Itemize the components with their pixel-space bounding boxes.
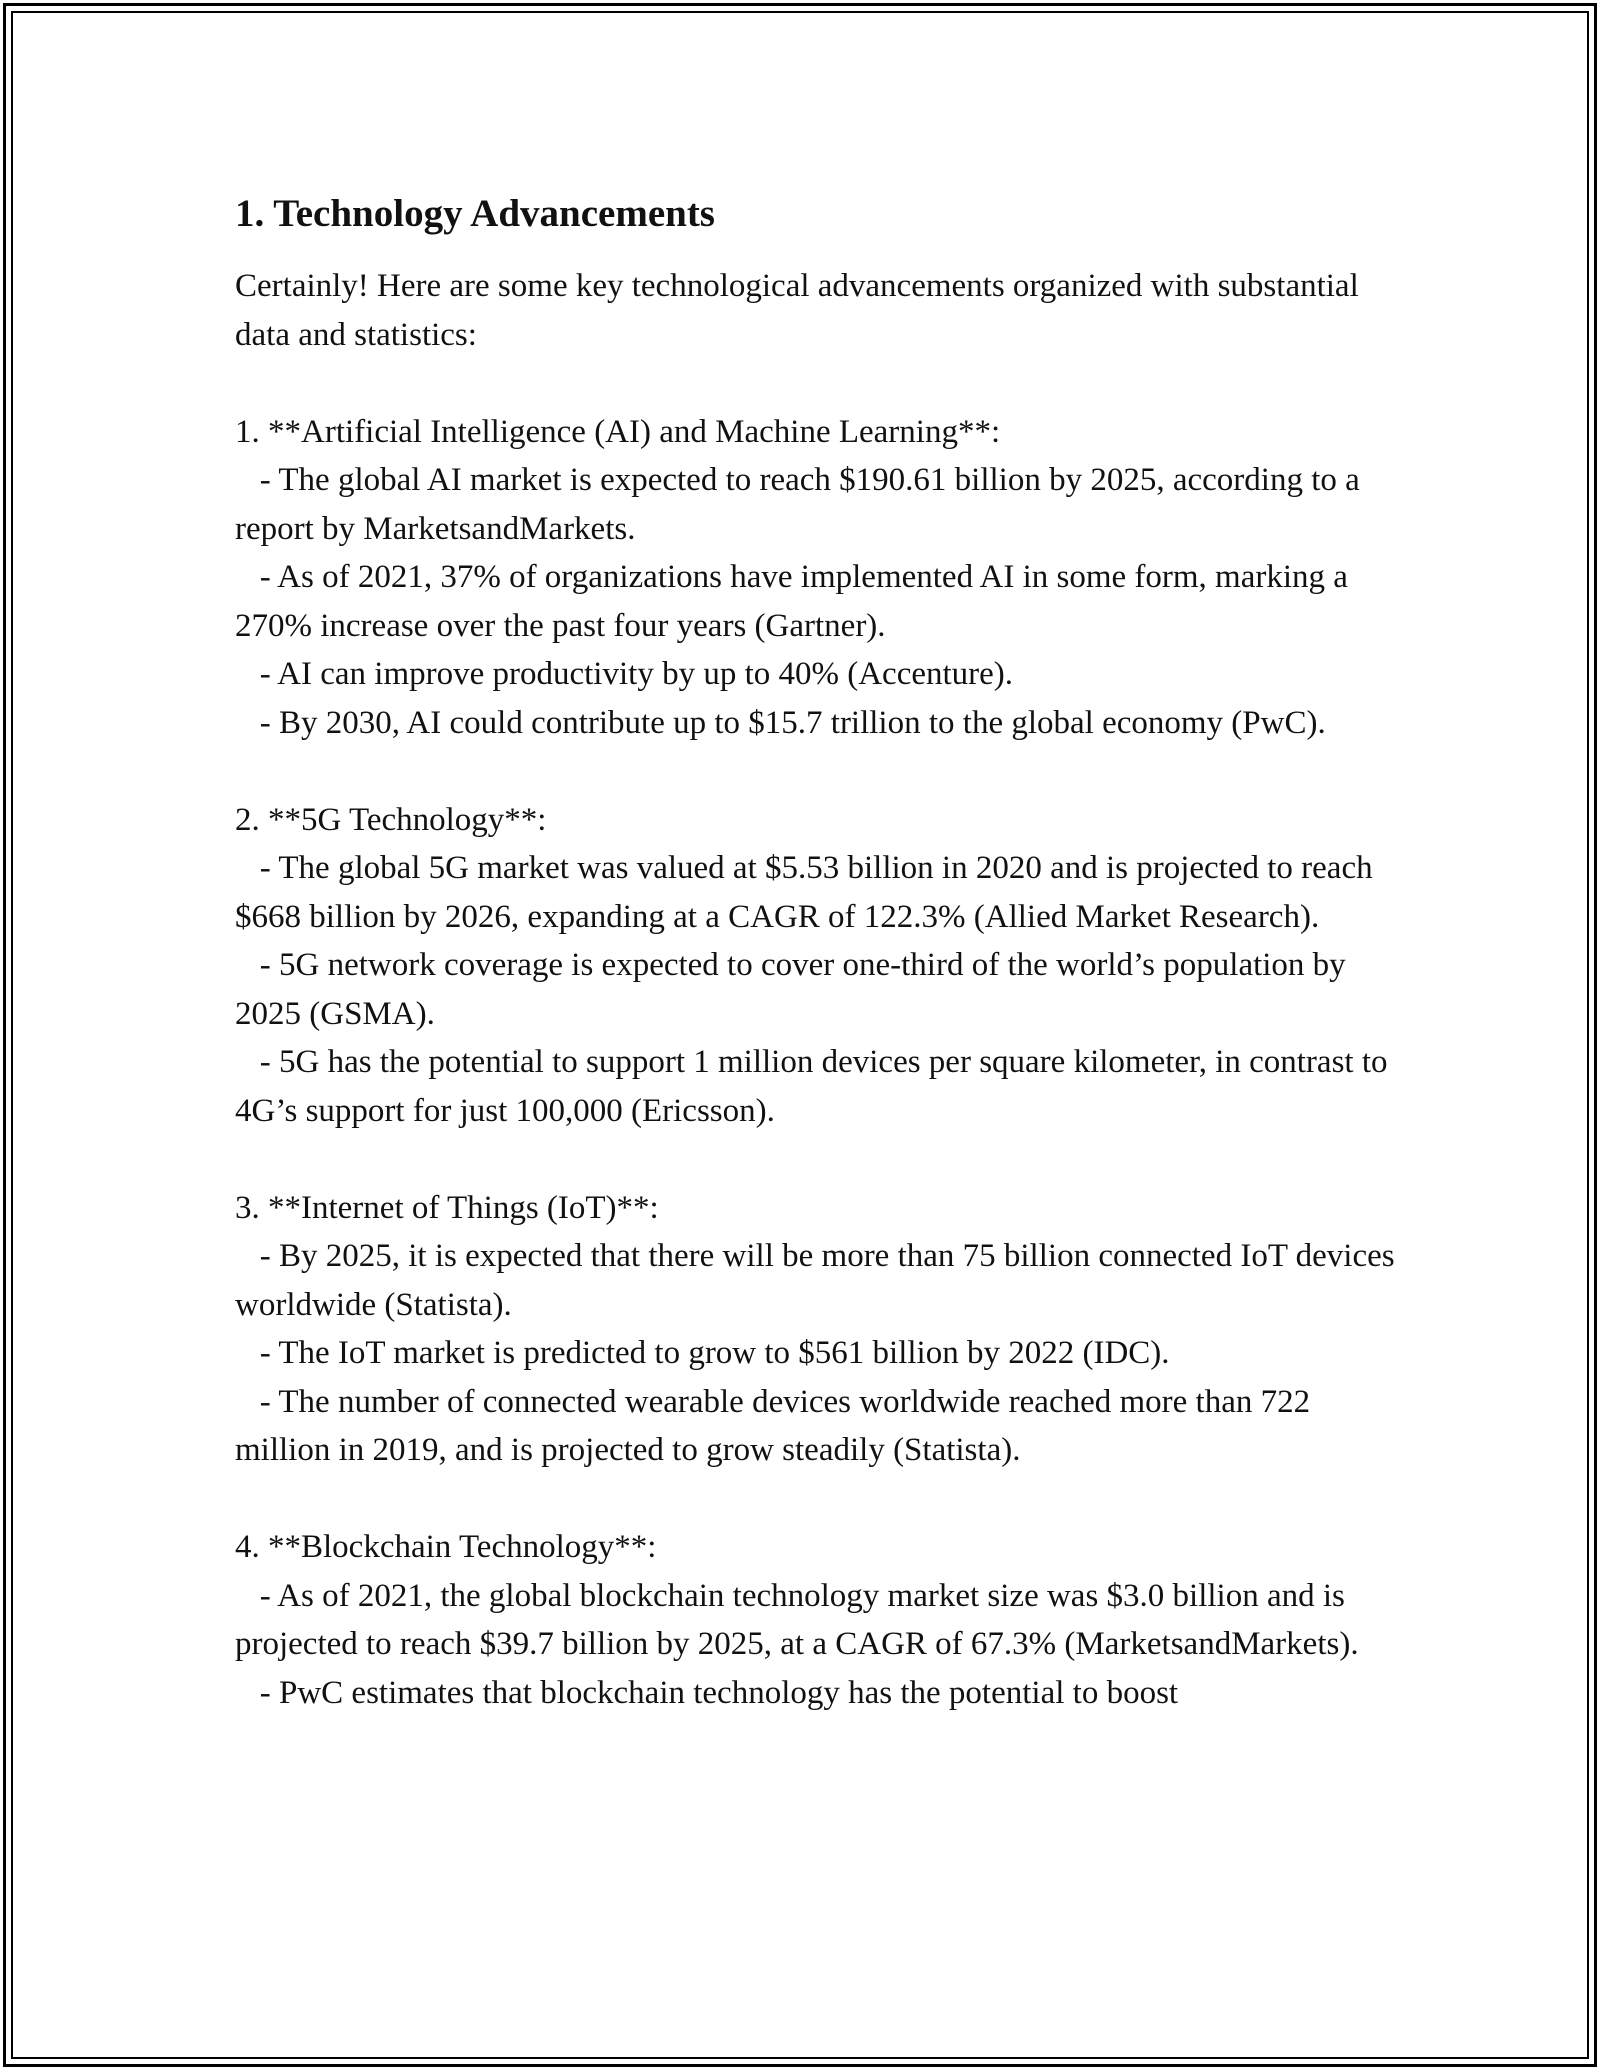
document-content: [235, 186, 1395, 1717]
section-heading: 1. Technology Advancements: [235, 192, 715, 235]
intro-paragraph: Certainly! Here are some key technological advancements organized with substantial data and statistics:: [235, 268, 1359, 353]
body-text: 1. **Artificial Intelligence (AI) and Machine Learning**: - The global AI market is expected to reach $190.61 billion by 2025, according to a report by MarketsandMarkets. - As of 2021, 37% of organizations have implemented AI in some form, marking a 270% increase over the past four years (Gartner). - AI can improve productivity by up to 40% (Accenture). - By 2030, AI could contribute up to $15.7 trillion to the global economy (PwC). 2. **5G Technology**: - The global 5G market was valued at $5.53 billion in 2020 and is projected to reach $668 billion by 2026, expanding at a CAGR of 122.3% (Allied Market Research). - 5G network coverage is expected to cover one-third of the world’s population by 2025 (GSMA). - 5G has the potential to support 1 million devices per square kilometer, in contrast to 4G’s support for just 100,000 (Ericsson). 3. **Internet of Things (IoT)**: - By 2025, it is expected that there will be more than 75 billion connected IoT devices worldwide (Statista). - The IoT market is predicted to grow to $561 billion by 2022 (IDC). - The number of connected wearable devices worldwide reached more than 722 million in 2019, and is projected to grow steadily (Statista). 4. **Blockchain Technology**: - As of 2021, the global blockchain technology market size was $3.0 billion and is projected to reach $39.7 billion by 2025, at a CAGR of 67.3% (MarketsandMarkets). - PwC estimates that blockchain technology has the potential to boost: [235, 413, 1395, 1711]
